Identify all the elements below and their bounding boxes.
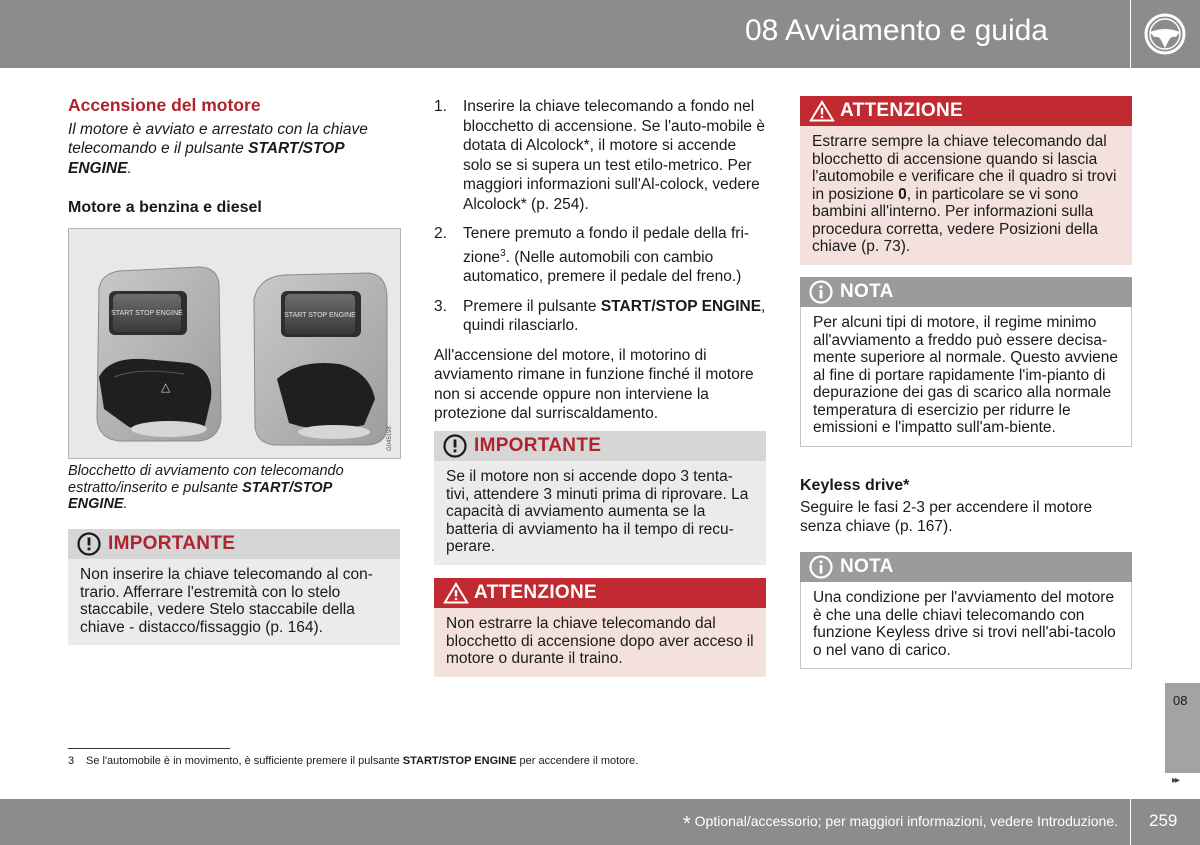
importante-box-1 (68, 529, 400, 645)
importante-text: Non inserire la chiave telecomando al con-trario. Afferrare l'estremità con lo stelo staccabile, vedere Stelo staccabile della chiave - distacco/fissaggio (p. 164). (68, 559, 400, 645)
nota-text: Una condizione per l'avviamento del motore è che una delle chiavi telecomando con funzione Keyless drive si trovi nell'abi-tacolo o nel vano di carico. (800, 582, 1132, 669)
list-item: 1. Inserire la chiave telecomando a fondo nel blocchetto di accensione. Se l'auto-mobile è dotata di Alcolock*, il motore si accende solo se si supera un test etilo-metrico. Per maggiori informazioni sull'Al-colock, vedere Alcolock* (p. 254). (434, 98, 765, 213)
list-item: 2. Tenere premuto a fondo il pedale della fri-zione$^3$. (Nelle automobili con cambio automatico, premere il pedale del freno.) (434, 225, 750, 286)
nota-title: NOTA (840, 556, 894, 577)
info-icon (808, 555, 834, 579)
ignition-photo (68, 228, 401, 459)
warning-triangle-icon (442, 581, 470, 605)
section-title: Accensione del motore (68, 95, 261, 115)
footnote-divider (68, 748, 230, 749)
nota-text: Per alcuni tipi di motore, il regime minimo all'avviamento a freddo può essere decisa-mente superiore al normale. Questo avviene al fine di portare rapidamente l'im-pianto di depurazione dei gas di scarico alla normale temperatura di esercizio per ridurre le emissioni e l'impatto sull'am-biente. (800, 307, 1132, 447)
importante-text: Se il motore non si accende dopo 3 tenta-tivi, attendere 3 minuti prima di riprovare. La capacità di avviamento aumenta se la batteria di avviamento ha il tempo di recu-perare. (434, 461, 766, 565)
hazard-icon: △ (161, 380, 171, 394)
footnote: 3 Se l'automobile è in movimento, è sufficiente premere il pulsante START/STOP ENGINE per accendere il motore. (68, 755, 639, 767)
chapter-title: 08 Avviamento e guida (744, 14, 1048, 47)
page-header (0, 0, 1130, 68)
attenzione-text: Estrarre sempre la chiave telecomando dal blocchetto di accensione quando si lascia l'automobile e verificare che il quadro si trovi in posizione 0, in particolare se vi sono bambini all'interno. Per informazioni sulla procedura corretta, vedere Posizioni della chiave (p. 73). (800, 126, 1132, 265)
body-paragraph: All'accensione del motore, il motorino di avviamento rimane in funzione finché il motore non si accende oppure non interviene la protezione dal surriscaldamento. (434, 346, 754, 423)
photo-caption: Blocchetto di avviamento con telecomando estratto/inserito e pulsante START/STOP ENGINE. (68, 463, 344, 512)
attenzione-bar (434, 578, 766, 608)
ignition-illustration (69, 229, 400, 458)
page-number-box (1131, 799, 1200, 845)
importante-bar (434, 431, 766, 461)
subheading: Motore a benzina e diesel (68, 199, 262, 216)
attenzione-bar (800, 96, 1132, 126)
warning-triangle-icon (808, 99, 836, 123)
nota-box-1 (800, 277, 1132, 447)
chapter-side-tab (1165, 683, 1200, 773)
photo-label-right: START STOP ENGINE (284, 312, 356, 319)
exclamation-icon (442, 434, 468, 458)
keyless-heading: Keyless drive* (800, 477, 910, 494)
info-icon (808, 280, 834, 304)
exclamation-icon (76, 532, 102, 556)
column-2 (434, 97, 766, 424)
footnote-number: 3 (68, 755, 75, 767)
photo-label-left: START STOP ENGINE (111, 310, 183, 317)
continue-arrows-icon: ▸▸ (1172, 775, 1179, 786)
column-1 (68, 96, 400, 218)
importante-bar (68, 529, 400, 559)
importante-title: IMPORTANTE (474, 435, 602, 456)
nota-bar (800, 277, 1132, 307)
footer-note: * Optional/accessorio; per maggiori informazioni, vedere Introduzione. (682, 813, 1118, 835)
attenzione-box-2 (800, 96, 1132, 265)
attenzione-title: ATTENZIONE (840, 100, 963, 121)
nota-bar (800, 552, 1132, 582)
importante-title: IMPORTANTE (108, 533, 236, 554)
page-number: 259 (1149, 811, 1178, 830)
importante-box-2 (434, 431, 766, 565)
nota-title: NOTA (840, 281, 894, 302)
page-footer (0, 799, 1130, 845)
lead-paragraph: Il motore è avviato e arrestato con la chiave telecomando e il pulsante START/STOP ENGINE. (68, 120, 368, 177)
chapter-icon-box (1131, 0, 1200, 68)
attenzione-box-1 (434, 578, 766, 677)
nota-box-2 (800, 552, 1132, 669)
photo-code: G045198 (387, 426, 393, 451)
chapter-side-tab-label: 08 (1173, 693, 1188, 708)
attenzione-title: ATTENZIONE (474, 582, 597, 603)
steering-wheel-icon (1143, 12, 1187, 56)
start-steps (434, 97, 766, 336)
keyless-text: Seguire le fasi 2-3 per accendere il motore senza chiave (p. 167). (800, 498, 1093, 535)
list-item: 3. Premere il pulsante START/STOP ENGINE, quindi rilasciarlo. (434, 297, 766, 335)
keyless-section (800, 476, 1132, 537)
attenzione-text: Non estrarre la chiave telecomando dal blocchetto di accensione dopo aver acceso il motore o durante il traino. (434, 608, 766, 677)
